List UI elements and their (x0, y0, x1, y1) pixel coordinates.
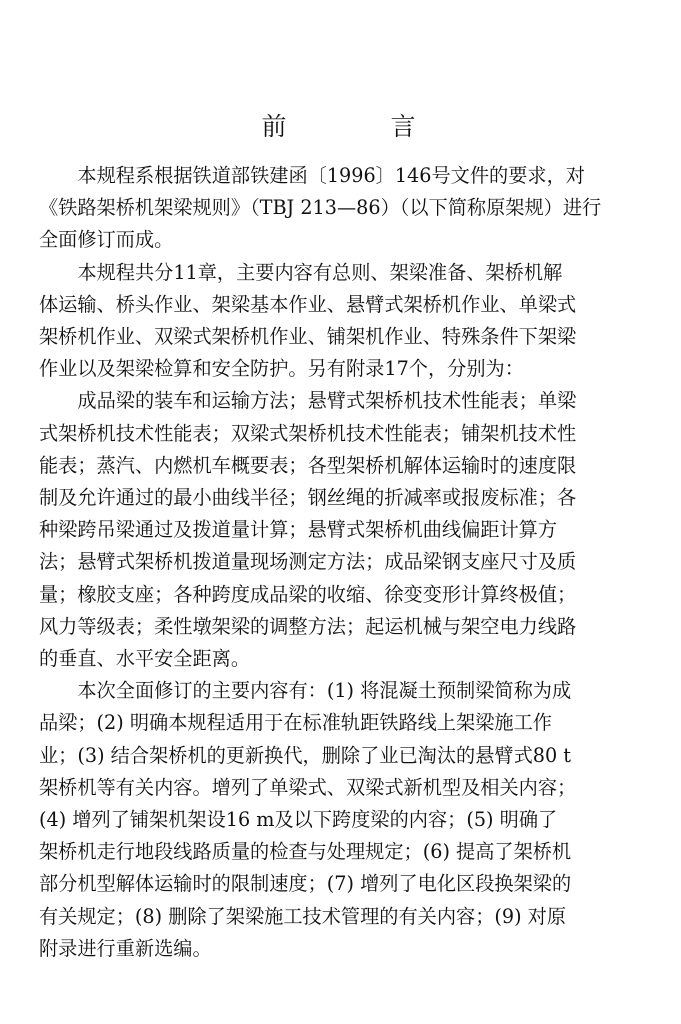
paragraph-1: 本规程系根据铁道部铁建函〔1996〕146号文件的要求，对 《铁路架桥机架梁规则》（TBJ 213—86）（以下简称原架规）进行 全面修订而成。 (39, 164, 602, 252)
paragraph-3: 成品梁的装车和运输方法；悬臂式架桥机技术性能表；单梁 式架桥机技术性能表；双梁式架桥机技术性能表；铺架机技术性 能表；蒸汽、内燃机车概要表；各型架桥机解体运输时的速度限 制及允许通过的最小曲线半径；钢丝绳的折减率或报废标准；各 种梁跨吊梁通过及拨道量计算；悬臂式架桥机曲线偏距计算方 法；悬臂式架桥机拨道量现场测定方法；成品梁钢支座尺寸及质 量；橡胶支座；各种跨度成品梁的收缩、徐变变形计算终极值； 风力等级表；柔性墩架梁的调整方法；起运机械与架空电力线路 的垂直、水平安全距离。 (39, 389, 577, 671)
body-text (39, 160, 629, 965)
paragraph-2: 本规程共分11章，主要内容有总则、架梁准备、架桥机解 体运输、桥头作业、架梁基本作业、悬臂式架桥机作业、单梁式 架桥机作业、双梁式架桥机作业、铺架机作业、特殊条件下架梁 作业以及架梁检算和安全防护。另有附录17个，分别为： (39, 260, 577, 381)
page-title: 前 言 (261, 112, 464, 141)
paragraph-4: 本次全面修订的主要内容有：(1) 将混凝土预制梁简称为成 品梁；(2) 明确本规程适用于在标准轨距铁路线上架梁施工作 业；(3) 结合架桥机的更新换代，删除了业已淘汰的悬臂式80 t 架桥机等有关内容。增列了单梁式、双梁式新机型及相关内容； (4) 增列了铺架机架设16 m及以下跨度梁的内容；(5) 明确了 架桥机走行地段线路质量的检查与处理规定；(6) 提高了架桥机 部分机型解体运输时的限制速度；(7) 增列了电化区段换架梁的 有关规定；(8) 删除了架梁施工技术管理的有关内容；(9) 对原 附录进行重新选编。 (39, 679, 577, 960)
